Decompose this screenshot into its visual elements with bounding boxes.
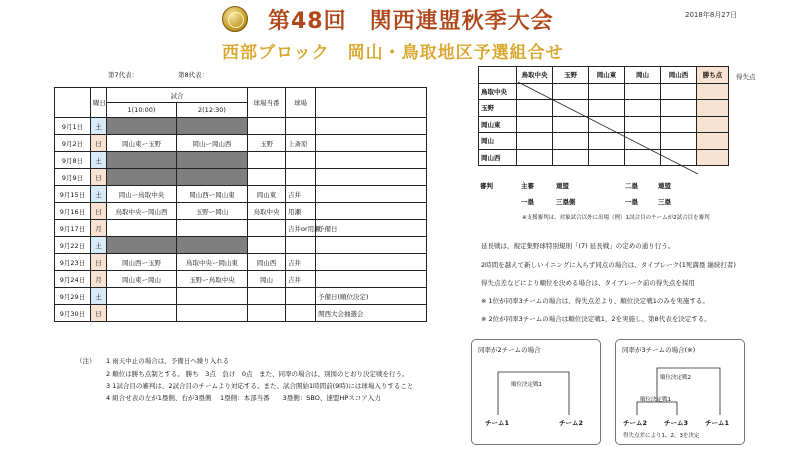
points-col-header: 勝ち点: [697, 67, 729, 84]
umpire-first: 一塁: [521, 198, 534, 206]
bracket3-title: 同率が3チームの場合(※): [622, 346, 696, 354]
duty-cell: [248, 237, 286, 254]
note-cell: 予備日: [316, 220, 427, 237]
bracket3-team2: チーム2: [623, 419, 648, 427]
team-row-header: 岡山東: [479, 116, 517, 133]
duty-cell: [248, 118, 286, 135]
game1-cell: [107, 288, 177, 305]
note-cell: [316, 203, 427, 220]
date-cell: 9月30日: [55, 305, 91, 322]
team-row-header: 岡山西: [479, 149, 517, 166]
bracket2-team2: チーム2: [559, 419, 584, 427]
bracket3-team1: チーム1: [705, 419, 730, 427]
duty-cell: [248, 305, 286, 322]
venue-cell: [286, 305, 316, 322]
table-row: [55, 254, 427, 271]
rule-item: ※ 1位が同率3チームの場合は、得失点差より、順位決定戦1のみを実施する。: [481, 297, 709, 305]
umpire-league2: 連盟: [658, 182, 671, 190]
standings-corner: [479, 67, 517, 84]
game2-cell: [177, 220, 248, 237]
note-cell: [316, 169, 427, 186]
day-cell: 月: [91, 220, 107, 237]
day-cell: 日: [91, 169, 107, 186]
team-row-header: 鳥取中央: [479, 83, 517, 100]
game1-cell: [107, 220, 177, 237]
game1-cell: [107, 152, 177, 169]
bracket2-lines: [471, 360, 601, 420]
game1-cell: [107, 169, 177, 186]
table-row: [55, 271, 427, 288]
date-col-header: [55, 88, 91, 118]
day-cell: 月: [91, 271, 107, 288]
venue-cell: [286, 288, 316, 305]
bracket3-team3: チーム3: [664, 419, 689, 427]
note-cell: [316, 135, 427, 152]
game2-cell: 玉野ー鳥取中央: [177, 271, 248, 288]
diagonal-line: [478, 82, 698, 174]
venue-cell: [286, 169, 316, 186]
team-col-header: 玉野: [553, 67, 589, 84]
date-cell: 9月22日: [55, 237, 91, 254]
note-cell: [316, 254, 427, 271]
game2-cell: 岡山ー岡山西: [177, 135, 248, 152]
game1-col-header: 1(10:00): [107, 103, 177, 118]
rule-item: 2時間を越えて新しいイニングに入らず同点の場合は、タイブレーク(1死満塁 継続打者): [481, 261, 736, 269]
note-cell: [316, 186, 427, 203]
table-row: [55, 152, 427, 169]
note-item: 2 順位は勝ち点制とする。 勝ち 3点 負け 0点 また、同率の場合は、別図のとおり決定戦を行う。: [106, 370, 409, 378]
day-col-header: 曜日: [91, 88, 107, 118]
table-row: [55, 288, 427, 305]
table-row: [55, 135, 427, 152]
umpire-third: 三塁: [658, 198, 671, 206]
team-col-header: 岡山: [625, 67, 661, 84]
note-cell: [316, 271, 427, 288]
day-cell: 土: [91, 152, 107, 169]
table-row: [55, 169, 427, 186]
page-subtitle: 西部ブロック 岡山・鳥取地区予選組合せ: [222, 43, 564, 63]
rule-item: 得失点差などにより順位を決める場合は、タイブレーク前の得失点を採用: [481, 279, 695, 287]
day-cell: 日: [91, 135, 107, 152]
note-item: 4 組合せ表の左が1塁側、右が3塁側 1塁側：本部当番 3塁側：SBO、速盟HPスコア入力: [106, 394, 381, 402]
game1-cell: [107, 305, 177, 322]
bracket3-match1: 順位決定戦1: [640, 397, 671, 403]
notes-label: （注）: [76, 357, 96, 365]
note-cell: 予備日(順位決定): [316, 288, 427, 305]
venue-cell: 上斎原: [286, 135, 316, 152]
date-cell: 9月15日: [55, 186, 91, 203]
date-cell: 9月2日: [55, 135, 91, 152]
umpire-plate: 主審: [521, 182, 534, 190]
game1-cell: 岡山ー鳥取中央: [107, 186, 177, 203]
points-cell: [697, 83, 729, 100]
note-cell: 関西大会抽選会: [316, 305, 427, 322]
table-row: [55, 305, 427, 322]
duty-cell: 玉野: [248, 135, 286, 152]
note-item: 1 雨天中止の場合は、予備日へ繰り入れる: [106, 357, 230, 365]
venue-cell: 吉井or用瀬: [286, 220, 316, 237]
team-row-header: 岡山: [479, 133, 517, 150]
umpire-note: ※支援審判は、対象試合以外に出場（例）1試合目のチームが2試合目を審判: [522, 215, 710, 221]
venue-cell: [286, 152, 316, 169]
date-cell: 9月17日: [55, 220, 91, 237]
bracket2-title: 同率が2チームの場合: [478, 346, 541, 354]
team-col-header: 岡山西: [661, 67, 697, 84]
note-col-header: [316, 88, 427, 118]
table-row: [55, 203, 427, 220]
bracket2-team1: チーム1: [485, 419, 510, 427]
game2-cell: [177, 288, 248, 305]
bracket2-match: 順位決定戦1: [511, 382, 542, 388]
game2-cell: [177, 152, 248, 169]
rule-item: 延長戦は，規定集野球特別規則「(7) 延長戦」の定めの通り行う。: [481, 242, 675, 250]
note-item: 3 1試合目の審判は、2試合目のチームより対応する。また、試合開始1時間前(9時)には球場入りすること: [106, 382, 414, 390]
page-title: 第48回 関西連盟秋季大会: [268, 9, 554, 34]
points-cell: [697, 116, 729, 133]
game1-cell: 岡山東ー岡山: [107, 271, 177, 288]
date-cell: 9月23日: [55, 254, 91, 271]
day-cell: 日: [91, 203, 107, 220]
bracket3-note: 得失点差により1，2，3を決定: [623, 433, 700, 439]
date-cell: 9月9日: [55, 169, 91, 186]
team-col-header: 岡山東: [589, 67, 625, 84]
umpire-third-side: 三塁側: [556, 198, 576, 206]
game2-col-header: 2(12:30): [177, 103, 248, 118]
note-cell: [316, 118, 427, 135]
table-row: [55, 118, 427, 135]
day-cell: 土: [91, 237, 107, 254]
venue-cell: [286, 118, 316, 135]
duty-cell: [248, 220, 286, 237]
duty-cell: 岡山西: [248, 254, 286, 271]
standings-header-row: [479, 67, 729, 84]
umpire-first2: 一塁: [625, 198, 638, 206]
rule-item: ※ 2位が同率3チームの場合は順位決定戦1，2を実施し、第8代表を決定する。: [481, 315, 711, 323]
venue-cell: [286, 237, 316, 254]
day-cell: 土: [91, 186, 107, 203]
team-row-header: 玉野: [479, 100, 517, 117]
game2-cell: [177, 169, 248, 186]
duty-cell: [248, 288, 286, 305]
team-col-header: 鳥取中央: [517, 67, 553, 84]
points-cell: [697, 100, 729, 117]
umpire-league: 連盟: [556, 182, 569, 190]
rep8-label: 第8代表：: [178, 71, 209, 79]
date-cell: 9月8日: [55, 152, 91, 169]
table-row: [55, 237, 427, 254]
venue-cell: 吉井: [286, 254, 316, 271]
duty-cell: 岡山: [248, 271, 286, 288]
date-cell: 9月24日: [55, 271, 91, 288]
game1-cell: 鳥取中央ー岡山西: [107, 203, 177, 220]
venue-cell: 用瀬: [286, 203, 316, 220]
duty-cell: [248, 169, 286, 186]
game1-cell: [107, 118, 177, 135]
game2-cell: [177, 305, 248, 322]
date-cell: 9月29日: [55, 288, 91, 305]
game2-cell: [177, 118, 248, 135]
document-date: 2018年8月27日: [685, 11, 738, 19]
table-row: [55, 186, 427, 203]
points-cell: [697, 133, 729, 150]
games-col-header: 試合: [107, 88, 248, 103]
note-cell: [316, 152, 427, 169]
day-cell: 土: [91, 288, 107, 305]
game2-cell: 鳥取中央ー岡山東: [177, 254, 248, 271]
venue-col-header: 球場: [286, 88, 316, 118]
date-cell: 9月1日: [55, 118, 91, 135]
rep7-label: 第7代表：: [108, 71, 139, 79]
bracket3-match2: 順位決定戦2: [660, 375, 691, 381]
day-cell: 日: [91, 305, 107, 322]
game1-cell: 岡山東ー玉野: [107, 135, 177, 152]
duty-cell: 鳥取中央: [248, 203, 286, 220]
day-cell: 日: [91, 254, 107, 271]
duty-col-header: 球場当番: [248, 88, 286, 118]
umpire-label: 審判: [480, 182, 493, 190]
venue-cell: 吉井: [286, 186, 316, 203]
date-cell: 9月16日: [55, 203, 91, 220]
game2-cell: 岡山西ー岡山東: [177, 186, 248, 203]
duty-cell: 岡山東: [248, 186, 286, 203]
league-logo: [222, 6, 248, 32]
game2-cell: 玉野ー岡山: [177, 203, 248, 220]
game1-cell: [107, 237, 177, 254]
note-cell: [316, 237, 427, 254]
bracket3-lines: [615, 360, 745, 420]
table-row: [55, 220, 427, 237]
venue-cell: 吉井: [286, 271, 316, 288]
runs-diff-label: 得失点: [736, 73, 756, 81]
schedule-table: [54, 87, 427, 322]
duty-cell: [248, 152, 286, 169]
game2-cell: [177, 237, 248, 254]
points-cell: [697, 149, 729, 166]
game1-cell: 岡山西ー玉野: [107, 254, 177, 271]
umpire-second: 二塁: [625, 182, 638, 190]
day-cell: 土: [91, 118, 107, 135]
